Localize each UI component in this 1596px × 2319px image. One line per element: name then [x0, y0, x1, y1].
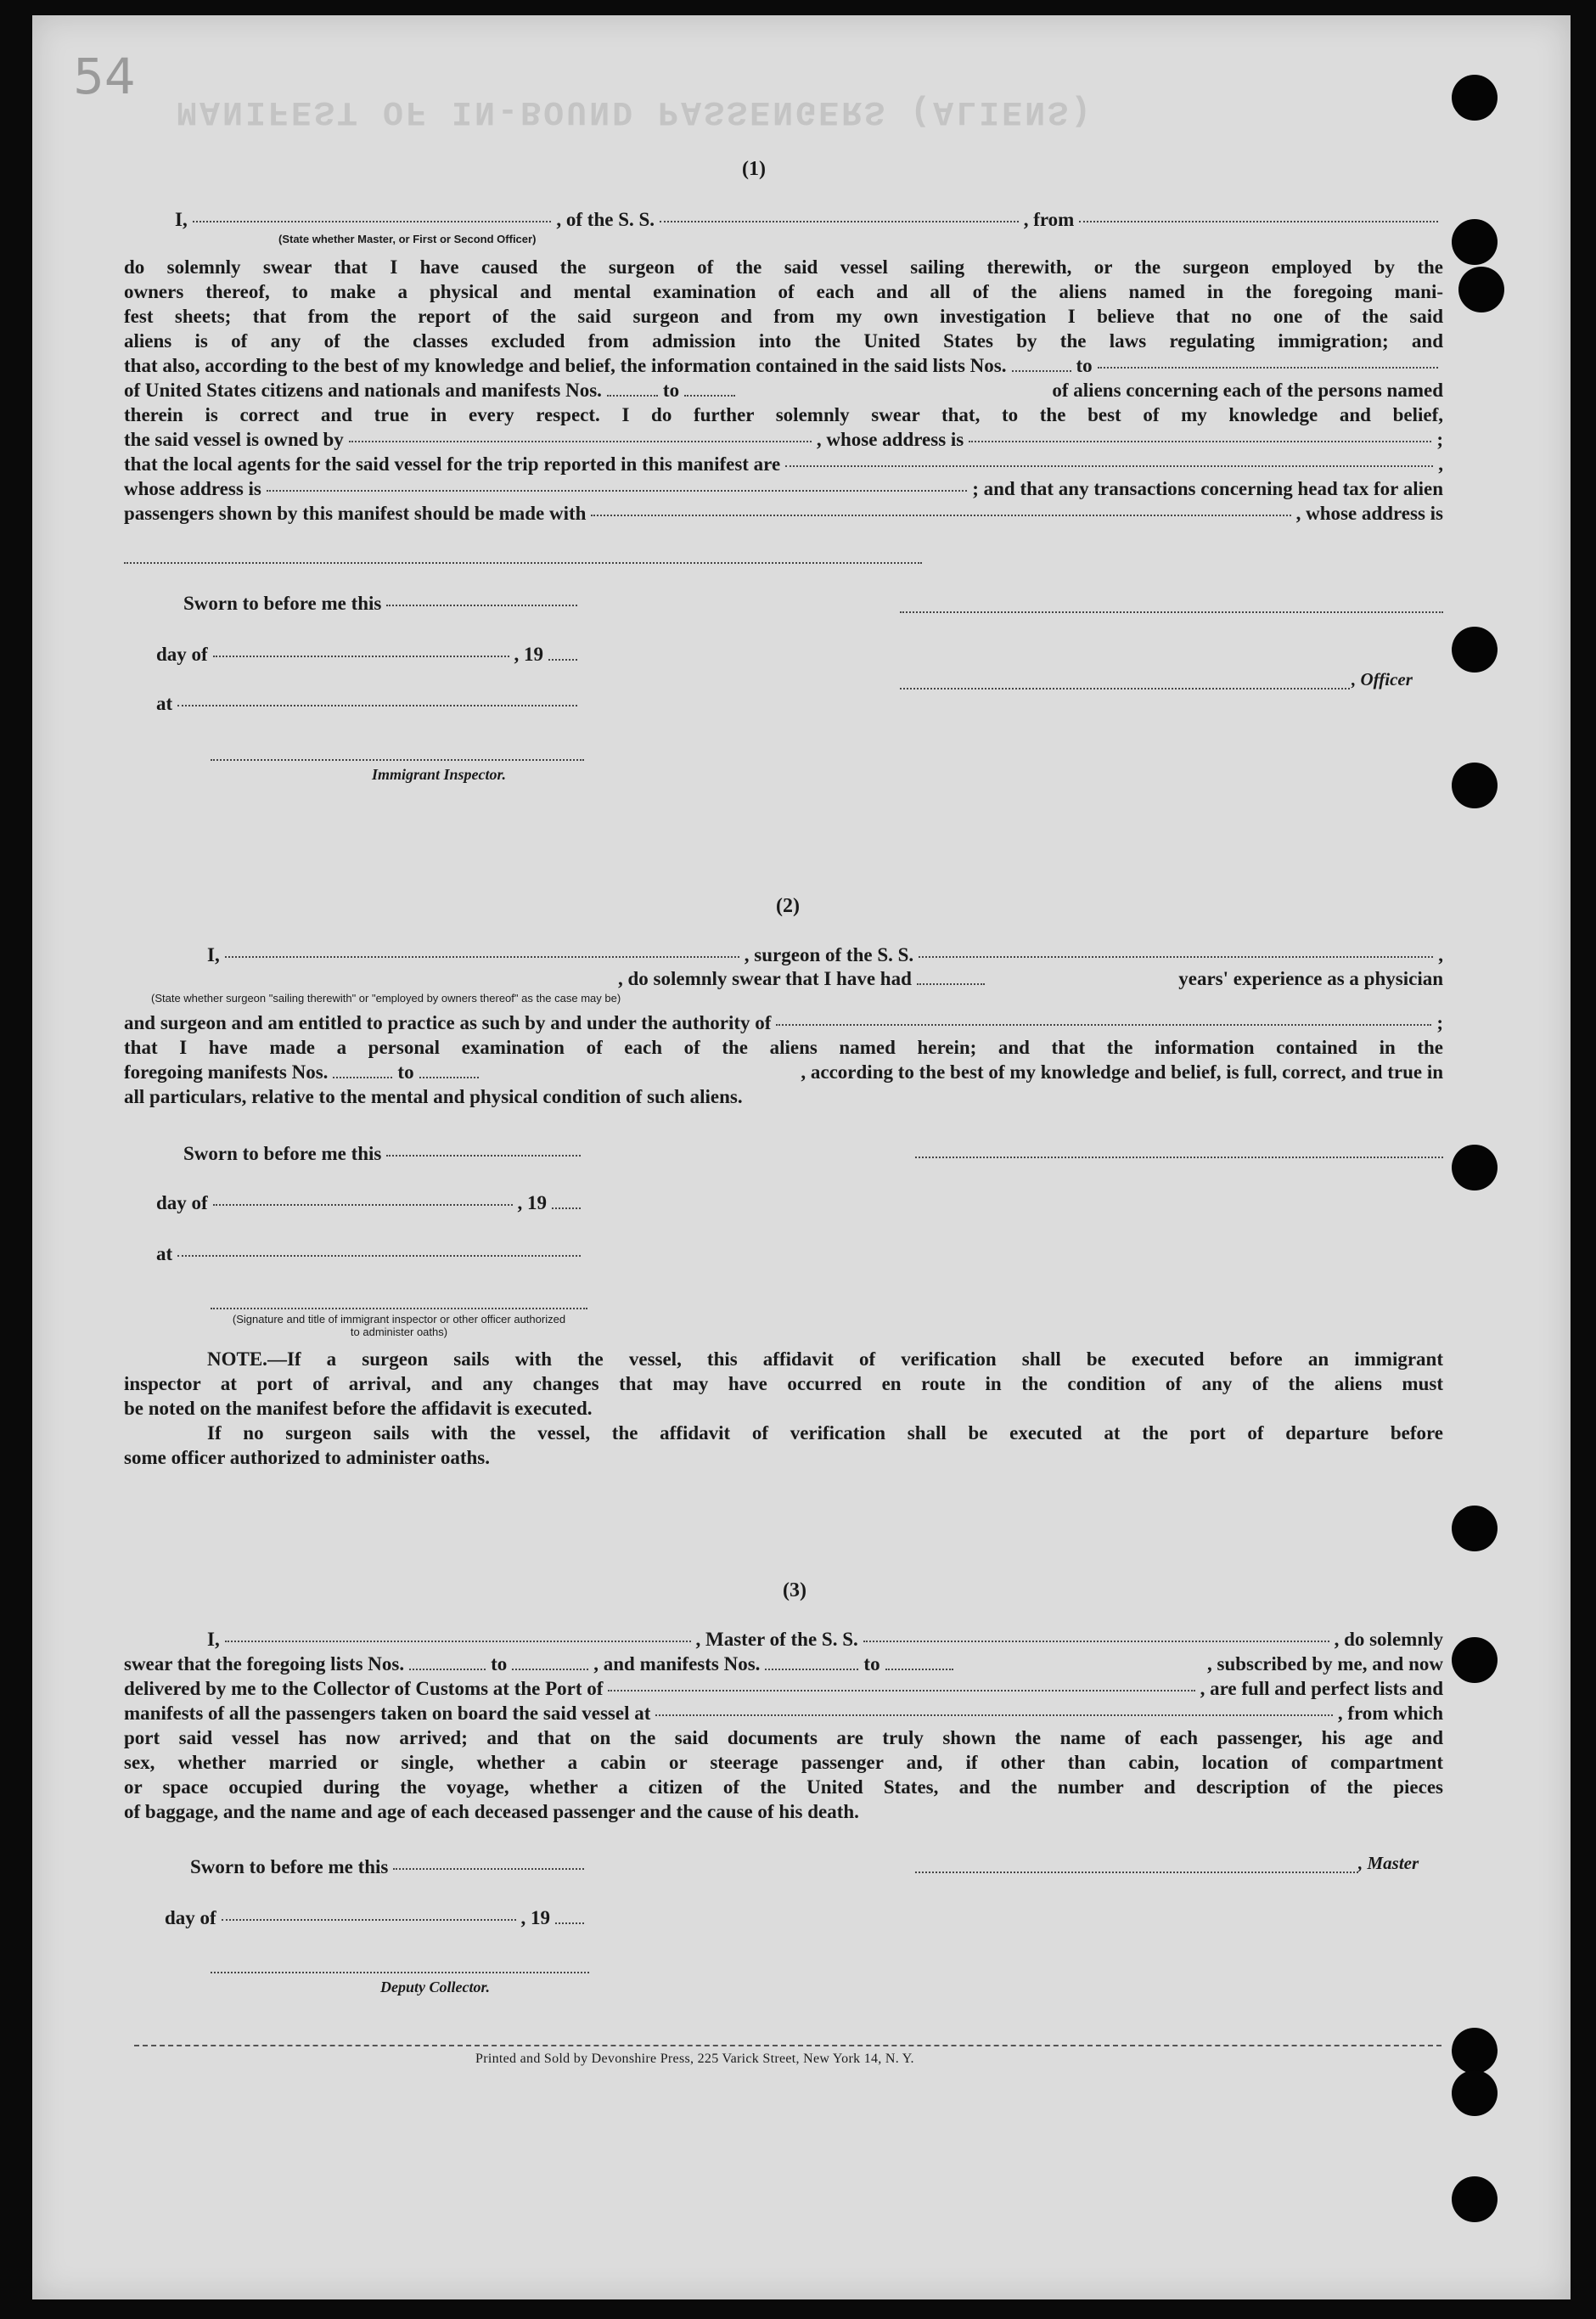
section-1-header-line: [175, 207, 1443, 232]
s2-exam-line: that I have made a personal examination of each of the aliens named herein; and that the information contained in the: [124, 1037, 1443, 1058]
port-of-departure-field[interactable]: [655, 1714, 1332, 1716]
s1-day-of: day of: [156, 644, 208, 665]
s1-p-line: fest sheets; that from the report of the said surgeon and from my own investigation I believe that no one of the said: [124, 306, 1443, 327]
s1-month-field[interactable]: [213, 656, 509, 657]
punch-hole: [1452, 627, 1498, 673]
punch-hole: [1452, 75, 1498, 121]
s2-vessel-field[interactable]: [919, 956, 1433, 958]
s3-master-signature-line[interactable]: [915, 1872, 1358, 1873]
s1-semicolon: ;: [1436, 429, 1444, 450]
s1-p-line: owners thereof, to make a physical and mental examination of each and all of the aliens named in the foregoing mani-: [124, 281, 1443, 302]
s1-officer-label: , Officer: [1352, 669, 1413, 690]
list-nos-from-field[interactable]: [1012, 370, 1071, 372]
s2-sworn-block: [183, 1141, 586, 1166]
s3-year-field[interactable]: [555, 1922, 584, 1924]
s3-dayof-block: [165, 1905, 589, 1930]
s2-day-of: day of: [156, 1192, 208, 1213]
printer-imprint: Printed and Sold by Devonshire Press, 225 Varick Street, New York 14, N. Y.: [475, 2052, 914, 2066]
punch-hole: [1452, 2176, 1498, 2222]
s2-dayof-block: [156, 1190, 586, 1215]
punch-hole: [1458, 267, 1504, 312]
s1-sworn: Sworn to before me this: [183, 593, 382, 614]
manifest-nos-to-field[interactable]: [684, 395, 735, 397]
s2-at-block: [156, 1241, 586, 1266]
s1-officer-signature-line-1[interactable]: [900, 611, 1443, 613]
s3-p-line: of baggage, and the name and age of each deceased passenger and the cause of his death.: [124, 1801, 859, 1822]
vessel-name-field[interactable]: [660, 221, 1019, 222]
s1-citizens-text-b: of aliens concerning each of the persons named: [1052, 380, 1443, 401]
s1-citizens-text: of United States citizens and nationals and manifests Nos.: [124, 380, 602, 401]
s1-passengers-address-text: , whose address is: [1295, 503, 1443, 524]
s2-i: I,: [207, 944, 220, 965]
section-1-number: (1): [742, 158, 766, 180]
s2-at: at: [156, 1243, 173, 1264]
s1-nos-text: that also, according to the best of my knowledge and belief, the information contained in the said lists Nos.: [124, 355, 1007, 376]
s3-list-from-field[interactable]: [409, 1669, 486, 1670]
s1-officer-signature-line-2[interactable]: [900, 688, 1350, 690]
punch-hole: [1452, 2028, 1498, 2074]
section-2-number: (2): [776, 895, 800, 917]
s3-to-1: to: [491, 1653, 508, 1675]
section-2-paragraph: [124, 1010, 1443, 1109]
s1-whose-text: whose address is: [124, 478, 261, 499]
note-line-4: If no surgeon sails with the vessel, the affidavit of verification shall be executed at the port of departure before: [207, 1422, 1443, 1444]
note-block: [124, 1347, 1443, 1470]
s2-month-field[interactable]: [213, 1204, 513, 1206]
s2-signature-note: (Signature and title of immigrant inspector or other officer authorized to administer oaths): [232, 1313, 566, 1338]
headtax-party-field[interactable]: [591, 515, 1290, 516]
note-label: NOTE.: [207, 1348, 267, 1370]
owner-name-field[interactable]: [349, 441, 812, 442]
s2-swear: , do solemnly swear that I have had: [618, 968, 912, 989]
manifest-nos-from-field[interactable]: [607, 395, 658, 397]
bleed-through-title: MANIFEST OF IN-BOUND PASSENGERS (ALIENS): [177, 92, 1094, 130]
section-2-swear-line: [124, 966, 1443, 991]
s3-lists: swear that the foregoing lists Nos.: [124, 1653, 405, 1675]
s1-at: at: [156, 693, 173, 714]
s2-entitled: and surgeon and am entitled to practice as such by and under the authority of: [124, 1012, 772, 1033]
port-of-arrival-field[interactable]: [608, 1690, 1194, 1691]
note-text-1: —If a surgeon sails with the vessel, this affidavit of verification shall be executed before an immigrant: [267, 1348, 1443, 1370]
s1-year: , 19: [514, 644, 543, 665]
s2-manifests-b: , according to the best of my knowledge and belief, is full, correct, and true in: [801, 1061, 1443, 1083]
s1-correct-line: therein is correct and true in every respect. I do further solemnly swear that, to the best of my knowledge and belief,: [124, 404, 1443, 425]
s3-manifests: , and manifests Nos.: [593, 1653, 761, 1675]
years-experience-field[interactable]: [917, 983, 985, 985]
s3-p-line: sex, whether married or single, whether a cabin or steerage passenger and, if other than cabin, location of compartment: [124, 1752, 1443, 1773]
agents-address-field[interactable]: [267, 490, 967, 492]
s3-sworn: Sworn to before me this: [190, 1856, 389, 1877]
s1-inspector-signature-line[interactable]: [211, 759, 584, 761]
punch-hole: [1452, 763, 1498, 808]
port-from-field[interactable]: [1079, 221, 1438, 222]
punch-hole: [1452, 1637, 1498, 1683]
s3-full-lists: , are full and perfect lists and: [1200, 1678, 1443, 1699]
list-nos-to-field[interactable]: [1098, 367, 1438, 369]
s3-master-label: , Master: [1358, 1853, 1419, 1873]
s2-years: years' experience as a physician: [1178, 968, 1443, 989]
s1-to-2: to: [662, 380, 680, 401]
s2-sworn-day-field[interactable]: [386, 1155, 581, 1157]
s2-sworn: Sworn to before me this: [183, 1143, 382, 1164]
s3-sworn-block: [190, 1855, 589, 1879]
s1-p-line: do solemnly swear that I have caused the surgeon of the said vessel sailing therewith, or the surgeon employed by the: [124, 256, 1443, 278]
s1-agents-text: that the local agents for the said vessel for the trip reported in this manifest are: [124, 453, 781, 475]
s3-vessel-field[interactable]: [863, 1641, 1329, 1642]
officer-name-field[interactable]: [193, 221, 552, 222]
s1-owned-address-text: , whose address is: [816, 429, 964, 450]
punch-hole: [1452, 1506, 1498, 1551]
note-line-3: be noted on the manifest before the affidavit is executed.: [124, 1398, 593, 1419]
section-3-paragraph: [124, 1627, 1443, 1824]
s1-at-block: [156, 691, 582, 716]
s2-surgeon: , surgeon of the S. S.: [744, 944, 914, 965]
s3-taken-on-board: manifests of all the passengers taken on board the said vessel at: [124, 1703, 651, 1724]
s3-from-which: , from which: [1337, 1703, 1443, 1724]
surgeon-name-field[interactable]: [225, 956, 739, 958]
s2-manifest-to-field[interactable]: [419, 1077, 479, 1078]
s3-p-line: port said vessel has now arrived; and that on the said documents are truly shown the name of each passenger, his age and: [124, 1727, 1443, 1748]
s3-collector-signature-line[interactable]: [211, 1972, 589, 1973]
s2-year-field[interactable]: [552, 1207, 581, 1209]
s1-sworn-day-field[interactable]: [386, 605, 577, 606]
s3-swear: , do solemnly: [1334, 1629, 1443, 1650]
s1-to: to: [1076, 355, 1093, 376]
s1-dayof-block: [156, 642, 582, 667]
s3-manifest-to-field[interactable]: [885, 1669, 953, 1670]
s1-address-continuation[interactable]: [124, 562, 922, 564]
s2-semicolon: ;: [1436, 1012, 1443, 1033]
s1-officer-note: (State whether Master, or First or Second Officer): [278, 233, 537, 245]
bottom-rule: [134, 2045, 1441, 2046]
s1-i: I,: [175, 209, 188, 230]
s2-surgeon-note: (State whether surgeon "sailing therewith" or "employed by owners thereof" as the case may be): [151, 992, 621, 1005]
s1-headtax-text: ; and that any transactions concerning head tax for alien: [972, 478, 1443, 499]
section-1-paragraph: [124, 255, 1443, 526]
s1-comma: ,: [1438, 453, 1443, 475]
s1-at-field[interactable]: [177, 705, 577, 706]
s1-owned-text: the said vessel is owned by: [124, 429, 344, 450]
manifest-back-page: [32, 15, 1571, 2299]
s3-list-to-field[interactable]: [512, 1669, 588, 1670]
s3-manifest-from-field[interactable]: [765, 1669, 858, 1670]
master-name-field[interactable]: [225, 1641, 691, 1642]
s2-to: to: [397, 1061, 414, 1083]
s3-p-line: or space occupied during the voyage, whether a citizen of the United States, and the number and description of the pieces: [124, 1776, 1443, 1798]
s1-passengers-text: passengers shown by this manifest should be made with: [124, 503, 587, 524]
s3-year: , 19: [520, 1907, 550, 1928]
note-line-2: inspector at port of arrival, and any changes that may have occurred en route in the condition of any of the aliens must: [124, 1373, 1443, 1394]
s3-collector-label: Deputy Collector.: [380, 1978, 490, 1995]
section-3-number: (3): [783, 1579, 806, 1601]
s2-particulars: all particulars, relative to the mental and physical condition of such aliens.: [124, 1086, 743, 1107]
s3-collector-text: delivered by me to the Collector of Customs at the Port of: [124, 1678, 604, 1699]
s3-i: I,: [207, 1629, 220, 1650]
s1-year-field[interactable]: [548, 659, 577, 661]
local-agents-field[interactable]: [785, 465, 1433, 467]
note-line-1: [124, 1347, 1443, 1371]
punch-hole: [1452, 2070, 1498, 2116]
s1-sworn-block: [183, 591, 582, 616]
note-line-5: some officer authorized to administer oaths.: [124, 1447, 490, 1468]
s3-to-2: to: [863, 1653, 880, 1675]
punch-hole: [1452, 219, 1498, 265]
s3-day-of: day of: [165, 1907, 216, 1928]
s1-inspector-label: Immigrant Inspector.: [372, 766, 507, 783]
s2-year: , 19: [517, 1192, 547, 1213]
s2-surgeon-signature-line[interactable]: [915, 1157, 1443, 1158]
punch-hole: [1452, 1145, 1498, 1190]
s3-month-field[interactable]: [222, 1919, 516, 1921]
s2-manifests: foregoing manifests Nos.: [124, 1061, 329, 1083]
s3-master: , Master of the S. S.: [695, 1629, 858, 1650]
s3-subscribed: , subscribed by me, and now: [1207, 1653, 1443, 1675]
s1-from: , from: [1023, 209, 1075, 230]
s1-of-ss: , of the S. S.: [556, 209, 655, 230]
section-2-header-line: [207, 943, 1443, 967]
s3-sworn-day-field[interactable]: [393, 1868, 584, 1870]
owner-address-field[interactable]: [969, 441, 1431, 442]
s2-inspector-signature-line[interactable]: [211, 1308, 587, 1309]
s2-at-field[interactable]: [177, 1255, 581, 1257]
s2-comma: ,: [1438, 944, 1443, 965]
corner-note: 54: [73, 48, 136, 105]
authority-field[interactable]: [776, 1024, 1431, 1026]
s1-p-line: aliens is of any of the classes excluded from admission into the United States by the laws regulating immigration; and: [124, 330, 1443, 352]
s2-manifest-from-field[interactable]: [333, 1077, 392, 1078]
